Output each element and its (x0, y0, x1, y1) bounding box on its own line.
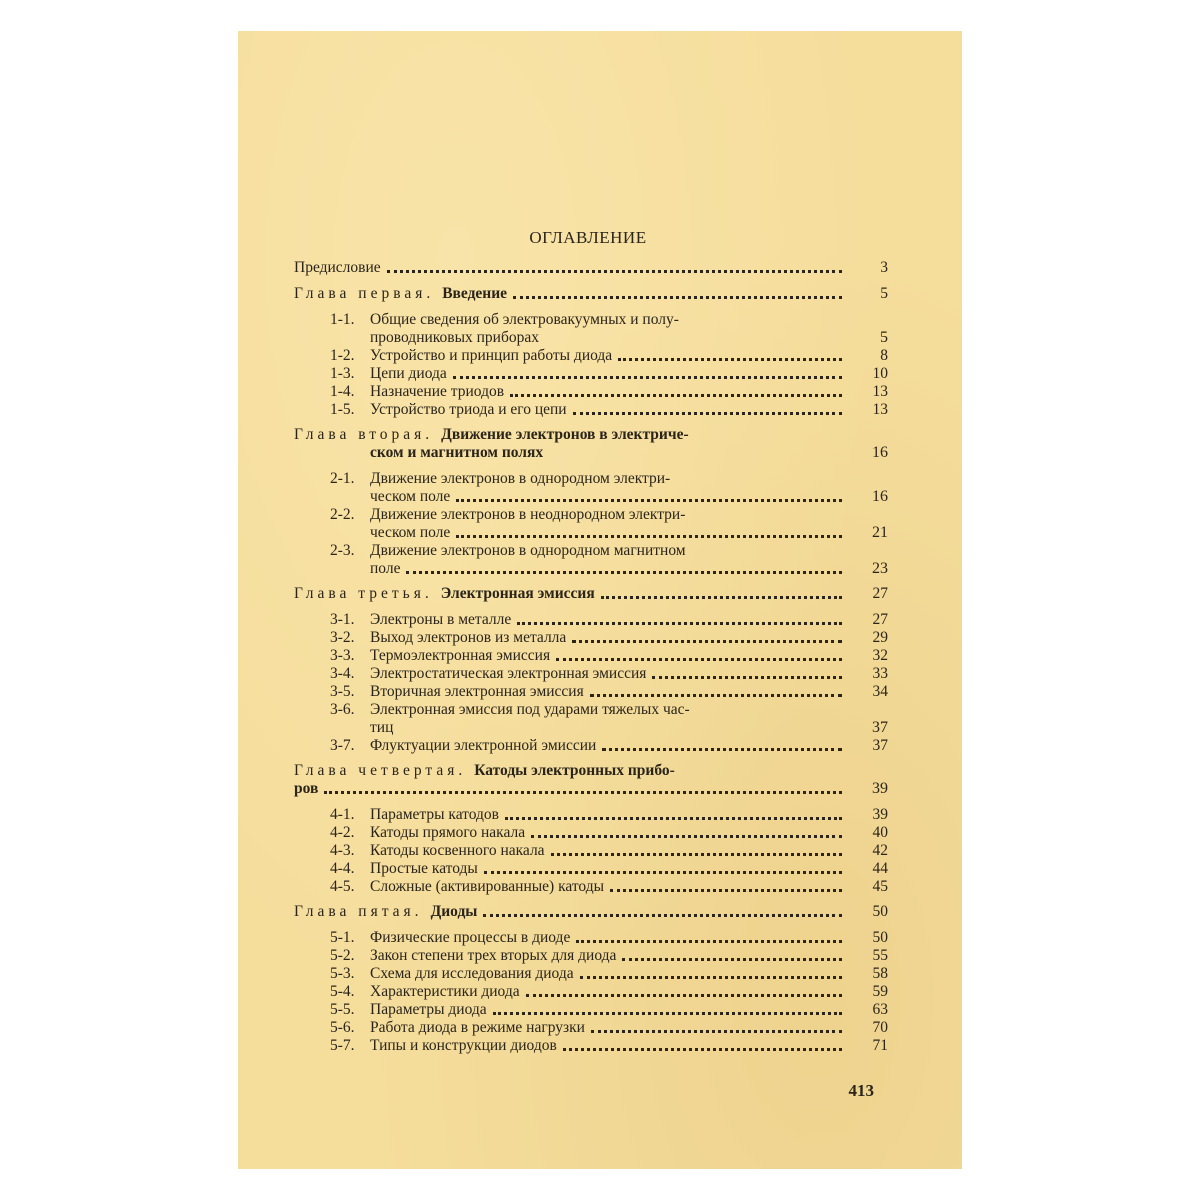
toc-section (294, 401, 888, 419)
section-title: Вторичная электронная эмиссия (370, 683, 584, 700)
toc-section (294, 470, 888, 506)
toc-section (294, 824, 888, 842)
section-title-line1: Движение электронов в однородном магнитном (370, 542, 686, 559)
section-number: 2-3. (330, 542, 355, 559)
entry-page: 10 (872, 365, 888, 382)
toc-section (294, 1001, 888, 1019)
leader-dots (513, 296, 842, 299)
leader-dots (531, 835, 842, 838)
book-page (238, 31, 962, 1169)
leader-dots (526, 994, 842, 997)
section-number: 4-2. (330, 824, 355, 841)
toc-section (294, 929, 888, 947)
section-number: 5-2. (330, 947, 355, 964)
entry-page: 33 (872, 665, 888, 682)
entry-page: 13 (872, 383, 888, 400)
chapter-name: Электронная эмиссия (440, 585, 595, 602)
section-number: 2-1. (330, 470, 355, 487)
toc-section (294, 1037, 888, 1055)
toc-section (294, 506, 888, 542)
section-title: Сложные (активированные) катоды (370, 878, 605, 895)
entry-page: 27 (872, 611, 888, 628)
leader-dots (580, 976, 842, 979)
chapter-lead: Глава первая. (294, 285, 435, 302)
toc-section (294, 965, 888, 983)
section-title: Катоды прямого накала (370, 824, 526, 841)
entry-page: 13 (872, 401, 888, 418)
toc-section (294, 542, 888, 578)
chapter-heading (294, 762, 888, 798)
leader-dots (551, 853, 842, 856)
section-number: 1-4. (330, 383, 355, 400)
section-title: Характеристики диода (370, 983, 520, 1000)
chapter-name-line2: ров (294, 780, 319, 797)
leader-dots (387, 270, 842, 273)
section-title-line2: ческом поле (370, 488, 451, 505)
entry-page: 27 (872, 585, 888, 602)
section-title: Катоды косвенного накала (370, 842, 545, 859)
section-number: 5-3. (330, 965, 355, 982)
leader-dots (602, 748, 842, 751)
toc-section (294, 806, 888, 824)
section-title-line2: тиц (370, 719, 394, 736)
entry-page: 40 (872, 824, 888, 841)
leader-dots (563, 1048, 842, 1051)
section-title: Работа диода в режиме нагрузки (370, 1019, 585, 1036)
entry-page: 3 (880, 259, 888, 276)
section-number: 3-6. (330, 701, 355, 718)
entry-page: 34 (872, 683, 888, 700)
section-title: Типы и конструкции диодов (370, 1037, 557, 1054)
entry-page: 16 (872, 444, 888, 461)
chapter-name-line2: ском и магнитном полях (370, 444, 544, 461)
leader-dots (610, 889, 842, 892)
leader-dots (618, 358, 842, 361)
section-title: Устройство триода и его цепи (370, 401, 567, 418)
leader-dots (453, 376, 842, 379)
section-number: 5-6. (330, 1019, 355, 1036)
entry-page: 55 (872, 947, 888, 964)
section-title-line2: ческом поле (370, 524, 451, 541)
chapter-lead: Глава вторая. (294, 426, 434, 443)
toc-section (294, 1019, 888, 1037)
entry-page: 59 (872, 983, 888, 1000)
leader-dots (493, 1012, 842, 1015)
section-number: 4-3. (330, 842, 355, 859)
section-number: 1-5. (330, 401, 355, 418)
entry-page: 70 (872, 1019, 888, 1036)
section-title-line1: Движение электронов в неоднородном электри- (370, 506, 686, 523)
leader-dots (601, 596, 842, 599)
section-number: 3-4. (330, 665, 355, 682)
section-number: 3-3. (330, 647, 355, 664)
entry-page: 50 (872, 929, 888, 946)
toc-section (294, 629, 888, 647)
section-title: Назначение триодов (370, 383, 505, 400)
section-number: 4-1. (330, 806, 355, 823)
leader-dots (510, 394, 842, 397)
section-title: Параметры диода (370, 1001, 487, 1018)
chapter-lead: Глава пятая. (294, 903, 423, 920)
table-of-contents (294, 227, 888, 1055)
entry-page: 71 (872, 1037, 888, 1054)
leader-dots (591, 1030, 842, 1033)
section-title: Выход электронов из металла (370, 629, 567, 646)
entry-page: 50 (872, 903, 888, 920)
entry-page: 37 (872, 719, 888, 736)
toc-section (294, 383, 888, 401)
leader-dots (590, 694, 842, 697)
chapter-name: Введение (442, 285, 508, 302)
toc-section (294, 647, 888, 665)
entry-page: 16 (872, 488, 888, 505)
chapter-lead: Глава четвертая. (294, 762, 467, 779)
entry-page: 5 (880, 285, 888, 302)
entry-page: 58 (872, 965, 888, 982)
chapter-name-line1: Движение электронов в электриче- (441, 426, 689, 443)
entry-page: 29 (872, 629, 888, 646)
section-number: 5-5. (330, 1001, 355, 1018)
section-title: Простые катоды (370, 860, 478, 877)
chapter-heading (294, 285, 888, 303)
section-title: Термоэлектронная эмиссия (370, 647, 551, 664)
leader-dots (576, 940, 842, 943)
section-title: Флуктуации электронной эмиссии (370, 737, 597, 754)
chapter-heading (294, 903, 888, 921)
entry-page: 42 (872, 842, 888, 859)
toc-section (294, 878, 888, 896)
section-title: Устройство и принцип работы диода (370, 347, 613, 364)
chapter-heading (294, 426, 888, 462)
section-number: 3-5. (330, 683, 355, 700)
toc-section (294, 311, 888, 347)
toc-section (294, 983, 888, 1001)
chapter-heading (294, 585, 888, 603)
entry-page: 23 (872, 560, 888, 577)
section-title: Электростатическая электронная эмиссия (370, 665, 647, 682)
toc-section (294, 665, 888, 683)
section-number: 5-7. (330, 1037, 355, 1054)
entry-page: 21 (872, 524, 888, 541)
leader-dots (456, 499, 842, 502)
section-title-line1: Общие сведения об электровакуумных и полу- (370, 311, 679, 328)
section-number: 1-3. (330, 365, 355, 382)
entry-label: Предисловие (294, 259, 381, 276)
toc-section (294, 737, 888, 755)
toc-title: ОГЛАВЛЕНИЕ (529, 228, 647, 247)
leader-dots (484, 871, 842, 874)
section-title: Закон степени трех вторых для диода (370, 947, 617, 964)
toc-section (294, 860, 888, 878)
leader-dots (556, 658, 842, 661)
toc-section (294, 611, 888, 629)
toc-section (294, 947, 888, 965)
section-number: 4-5. (330, 878, 355, 895)
leader-dots (573, 412, 842, 415)
toc-entry-preface (294, 259, 888, 277)
leader-dots (505, 817, 842, 820)
leader-dots (483, 914, 842, 917)
toc-section (294, 701, 888, 737)
entry-page: 44 (872, 860, 888, 877)
section-number: 3-1. (330, 611, 355, 628)
section-number: 3-7. (330, 737, 355, 754)
section-number: 2-2. (330, 506, 355, 523)
entry-page: 8 (880, 347, 888, 364)
entry-page: 45 (872, 878, 888, 895)
section-title-line1: Электронная эмиссия под ударами тяжелых час- (370, 701, 690, 718)
section-number: 5-1. (330, 929, 355, 946)
leader-dots (622, 958, 842, 961)
chapter-name-line1: Катоды электронных прибо- (474, 762, 675, 779)
entry-page: 32 (872, 647, 888, 664)
leader-dots (652, 676, 842, 679)
chapter-name: Диоды (430, 903, 478, 920)
section-number: 5-4. (330, 983, 355, 1000)
entry-page: 63 (872, 1001, 888, 1018)
toc-section (294, 347, 888, 365)
section-number: 3-2. (330, 629, 355, 646)
entry-page: 5 (880, 329, 888, 346)
section-number: 1-2. (330, 347, 355, 364)
section-title-line2: поле (370, 560, 401, 577)
section-title: Параметры катодов (370, 806, 499, 823)
section-number: 1-1. (330, 311, 355, 328)
section-title: Цепи диода (370, 365, 447, 382)
leader-dots (456, 535, 842, 538)
toc-section (294, 683, 888, 701)
entry-page: 39 (872, 780, 888, 797)
section-title-line2: проводниковых приборах (370, 329, 539, 346)
chapter-lead: Глава третья. (294, 585, 433, 602)
section-title: Физические процессы в диоде (370, 929, 571, 946)
section-title: Схема для исследования диода (370, 965, 574, 982)
section-number: 4-4. (330, 860, 355, 877)
section-title-line1: Движение электронов в однородном электри- (370, 470, 671, 487)
entry-page: 37 (872, 737, 888, 754)
toc-section (294, 842, 888, 860)
leader-dots (572, 640, 842, 643)
leader-dots (517, 622, 842, 625)
leader-dots (324, 791, 842, 794)
section-title: Электроны в металле (370, 611, 512, 628)
entry-page: 39 (872, 806, 888, 823)
toc-section (294, 365, 888, 383)
leader-dots (406, 571, 842, 574)
page-number: 413 (848, 1081, 874, 1100)
